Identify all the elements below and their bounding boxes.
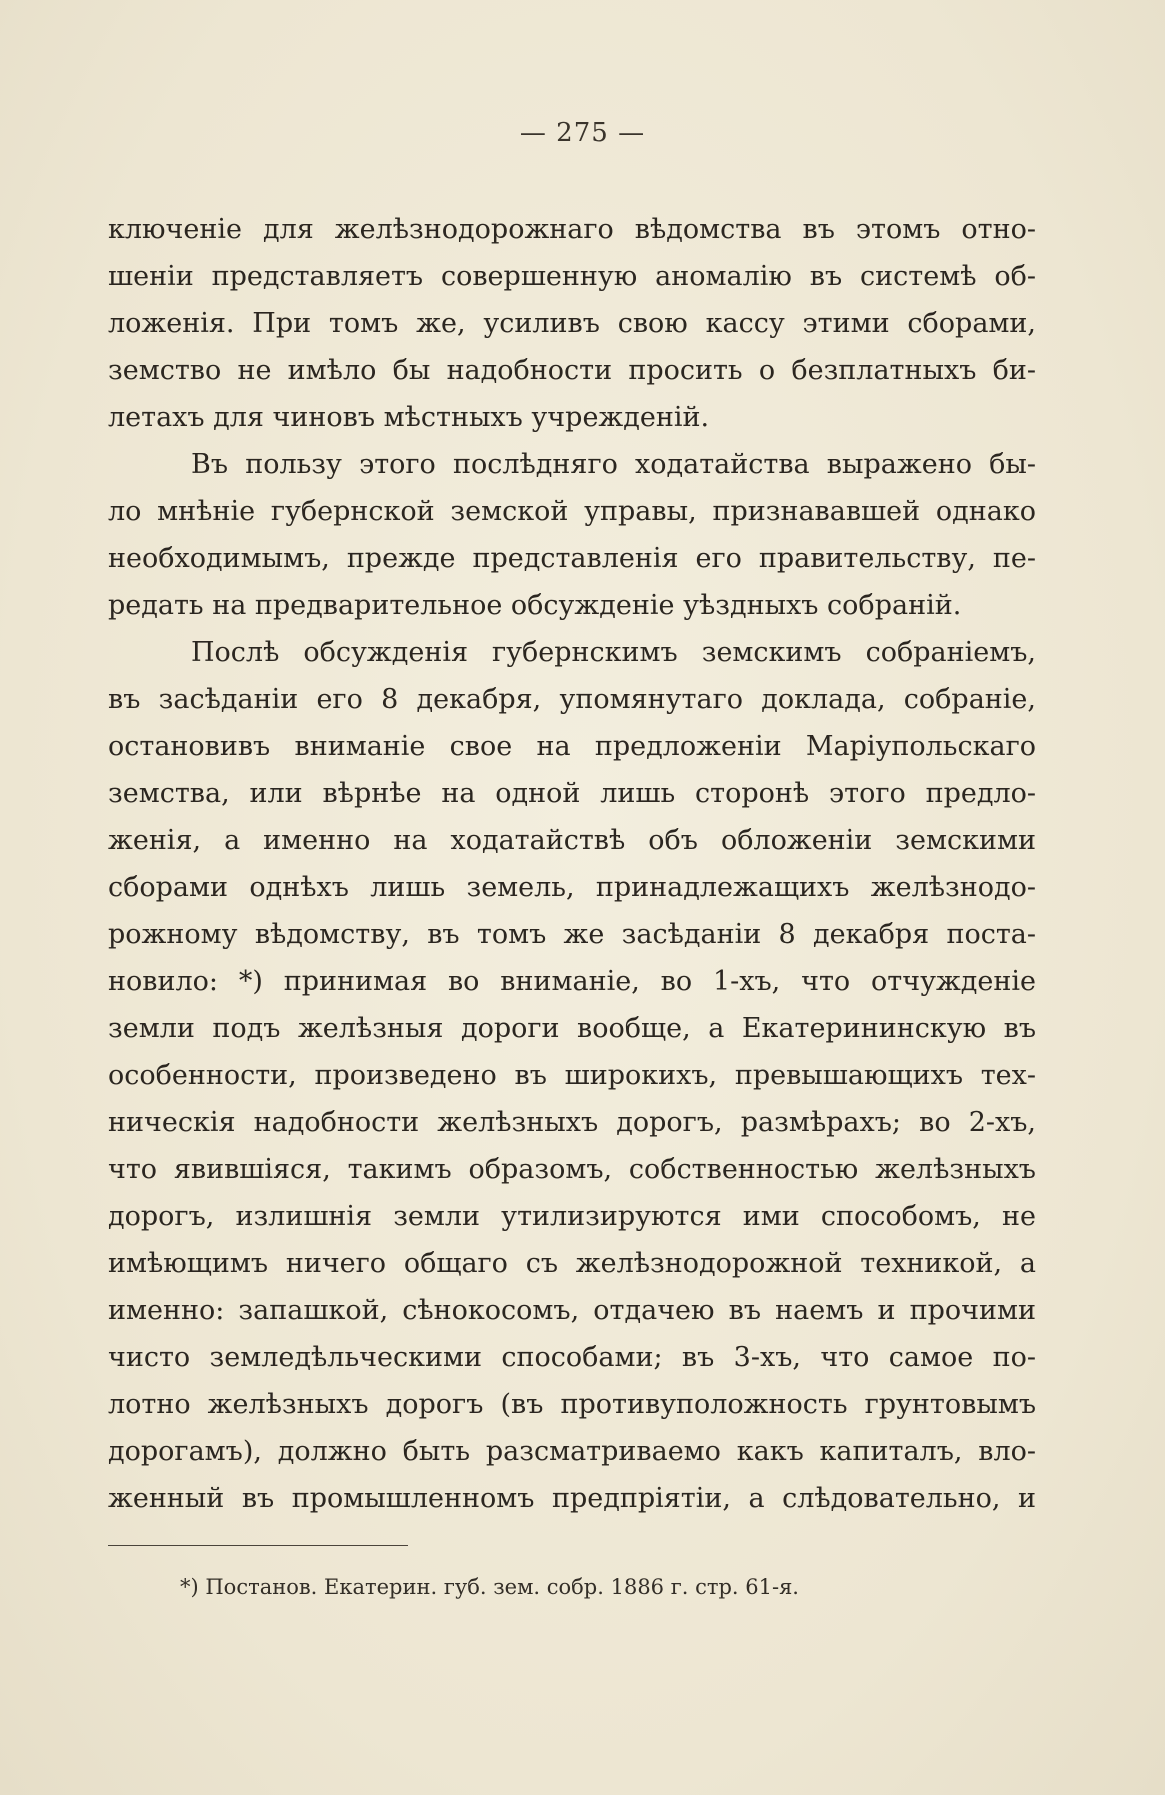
text-line: въ засѣданіи его 8 декабря, упомянутаго доклада, собраніе, (108, 684, 1036, 715)
text-line: необходимымъ, прежде представленія его правительству, пе- (108, 543, 1036, 574)
text-line: дорогъ, излишнія земли утилизируются ими способомъ, не (108, 1201, 1036, 1232)
footnote: *) Постанов. Екатерин. губ. зем. собр. 1886 г. стр. 61-я. (180, 1575, 799, 1599)
text-line: летахъ для чиновъ мѣстныхъ учрежденій. (108, 402, 710, 433)
text-line: ложенія. При томъ же, усиливъ свою кассу этими сборами, (108, 308, 1036, 339)
text-line: сборами однѣхъ лишь земель, принадлежащихъ желѣзнодо- (108, 872, 1036, 903)
text-line: имѣющимъ ничего общаго съ желѣзнодорожной техникой, а (108, 1248, 1036, 1279)
text-line: шеніи представляетъ совершенную аномалію въ системѣ об- (108, 261, 1036, 292)
text-line: земли подъ желѣзныя дороги вообще, а Екатерининскую въ (108, 1013, 1036, 1044)
text-line: лотно желѣзныхъ дорогъ (въ противуположность грунтовымъ (108, 1389, 1036, 1420)
page-number: — 275 — (519, 118, 646, 148)
text-line: женія, а именно на ходатайствѣ объ обложеніи земскими (108, 825, 1036, 856)
text-line: именно: запашкой, сѣнокосомъ, отдачею въ наемъ и прочими (108, 1295, 1036, 1326)
text-line: особенности, произведено въ широкихъ, превышающихъ тех- (108, 1060, 1036, 1091)
text-line: чисто земледѣльческими способами; въ 3-хъ, что самое по- (108, 1342, 1036, 1373)
text-line: что явившіяся, такимъ образомъ, собственностью желѣзныхъ (108, 1154, 1036, 1185)
text-line: земства, или вѣрнѣе на одной лишь сторонѣ этого предло- (108, 778, 1036, 809)
text-line: ническія надобности желѣзныхъ дорогъ, размѣрахъ; во 2-хъ, (108, 1107, 1036, 1138)
body-text (108, 206, 1036, 1522)
text-line: редать на предварительное обсужденіе уѣздныхъ собраній. (108, 590, 962, 621)
text-line: рожному вѣдомству, въ томъ же засѣданіи 8 декабря поста- (108, 919, 1036, 950)
text-line: земство не имѣло бы надобности просить о безплатныхъ би- (108, 355, 1036, 386)
text-line: ло мнѣніе губернской земской управы, признававшей однако (108, 496, 1036, 527)
text-line: женный въ промышленномъ предпріятіи, а слѣдовательно, и (108, 1483, 1036, 1514)
text-line: ключеніе для желѣзнодорожнаго вѣдомства въ этомъ отно- (108, 214, 1036, 245)
text-line: остановивъ вниманіе свое на предложеніи Маріупольскаго (108, 731, 1036, 762)
text-line: Послѣ обсужденія губернскимъ земскимъ собраніемъ, (191, 637, 1036, 668)
text-line: Въ пользу этого послѣдняго ходатайства выражено бы- (191, 449, 1036, 480)
text-line: новило: *) принимая во вниманіе, во 1-хъ, что отчужденіе (108, 966, 1036, 997)
footnote-divider (108, 1545, 408, 1546)
text-line: дорогамъ), должно быть разсматриваемо какъ капиталъ, вло- (108, 1436, 1036, 1467)
